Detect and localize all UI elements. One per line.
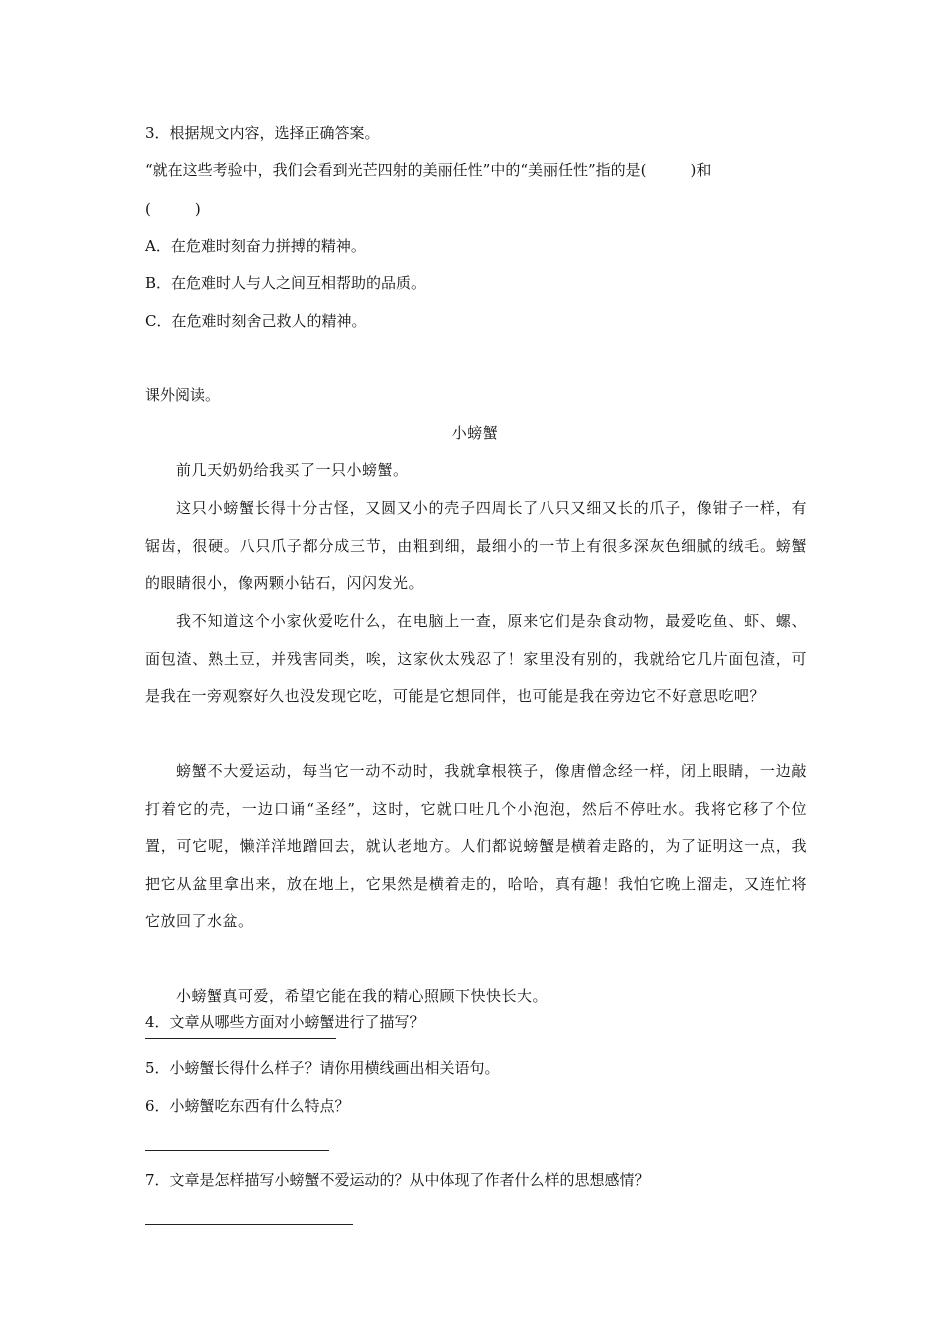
answer-line-7 [145, 1224, 353, 1225]
question-6: 6．小螃蟹吃东西有什么特点？ [145, 1097, 350, 1115]
blank-open: ( [145, 200, 151, 218]
question-5: 5．小螃蟹长得什么样子？请你用横线画出相关语句。 [145, 1059, 500, 1077]
article-paragraph-1: 前几天奶奶给我买了一只小螃蟹。 [176, 461, 409, 479]
blank-close: ) [194, 200, 201, 218]
option-c: C．在危难时刻舍己救人的精神。 [145, 312, 367, 330]
quote-text: “就在这些考验中，我们会看到光芒四射的美丽任性”中的“美丽任性”指的是( [145, 161, 647, 179]
question-4: 4．文章从哪些方面对小螃蟹进行了描写？ [145, 1013, 425, 1031]
section-label: 课外阅读。 [145, 386, 221, 404]
article-paragraph-5: 小螃蟹真可爱，希望它能在我的精心照顾下快快长大。 [176, 987, 549, 1005]
answer-line-4 [145, 1038, 336, 1039]
question-7: 7．文章是怎样描写小螃蟹不爱运动的？从中体现了作者什么样的思想感情？ [145, 1171, 650, 1189]
question-3-stem: 3．根据规文内容，选择正确答案。 [145, 124, 380, 142]
article-title: 小螃蟹 [451, 424, 499, 442]
quote-close: )和 [690, 161, 712, 179]
answer-line-6 [145, 1150, 329, 1151]
article-paragraph-3: 我不知道这个小家伙爱吃什么，在电脑上一查，原来它们是杂食动物，最爱吃鱼、虾、螺、面包渣、熟土豆，并残害同类，唉，这家伙太残忍了！家里没有别的，我就给它几片面包渣，可是我在一旁观察好久也没发现它吃，可能是它想同伴，也可能是我在旁边它不好意思吃吧？ [145, 612, 807, 706]
option-a: A．在危难时刻奋力拼搏的精神。 [145, 237, 366, 255]
article-paragraph-4: 螃蟹不大爱运动，每当它一动不动时，我就拿根筷子，像唐僧念经一样，闭上眼睛，一边敲打着它的壳，一边口诵“圣经”，这时，它就口吐几个小泡泡，然后不停吐水。我将它移了个位置，可它呢，懒洋洋地蹭回去，就认老地方。人们都说螃蟹是横着走路的，为了证明这一点，我把它从盆里拿出来，放在地上，它果然是横着走的，哈哈，真有趣！我怕它晚上溜走，又连忙将它放回了水盆。 [145, 762, 807, 931]
question-3-second-blank [145, 199, 201, 219]
article-paragraph-2: 这只小螃蟹长得十分古怪，又圆又小的壳子四周长了八只又细又长的爪子，像钳子一样，有锯齿，很硬。八只爪子都分成三节，由粗到细，最细小的一节上有很多深灰色细腻的绒毛。螃蟹的眼睛很小，像两颗小钻石，闪闪发光。 [145, 499, 807, 593]
question-3-quote [145, 160, 711, 180]
option-b: B．在危难时人与人之间互相帮助的品质。 [145, 274, 427, 292]
